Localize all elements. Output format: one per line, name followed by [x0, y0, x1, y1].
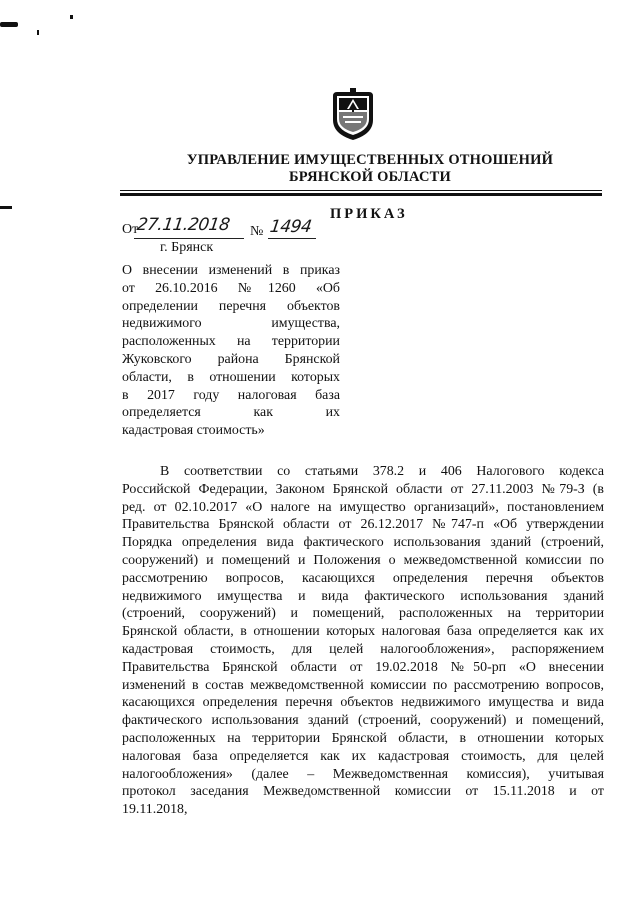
body-line: сооружений) и помещений и Положения о межведомственной комиссии по [122, 552, 604, 568]
subject-line: определяется как их [122, 405, 340, 421]
body-line: (строений, сооружений) и помещений, расположенных на территории [122, 606, 604, 622]
body-line: недвижимого имущества и вида фактического использования зданий [122, 588, 604, 604]
subject-line: расположенных на территории [122, 334, 340, 350]
body-line: Правительства Брянской области от 19.02.2018 №50-рп «О внесении [122, 659, 604, 675]
header-divider [120, 190, 602, 191]
body-line: В соответствии со статьями 378.2 и 406 Налогового кодекса [160, 464, 604, 479]
subject-line: кадастровая стоимость» [122, 423, 265, 439]
coat-of-arms-icon [329, 88, 377, 142]
body-line: 19.11.2018, [122, 802, 188, 818]
body-line: Правительства Брянской области от 26.12.2017 №747-п «Об утверждении [122, 517, 604, 533]
subject-line: Жуковского района Брянской [122, 351, 340, 367]
subject-line: области, в отношении которых [122, 369, 340, 385]
scan-mark [70, 15, 73, 19]
body-line: Порядка определения вида фактического использования зданий (строений, [122, 535, 604, 551]
city: г. Брянск [160, 240, 214, 255]
date-underline [134, 238, 244, 239]
document-body [122, 463, 604, 819]
body-line: рассмотрению вопросов, касающихся определения перечня объектов [122, 570, 604, 586]
subject-line: в 2017 году налоговая база [122, 387, 340, 403]
body-line: Российской Федерации, Законом Брянской области от 27.11.2003 №79-З (в [122, 481, 604, 497]
number-label: № [250, 224, 264, 239]
subject-line: недвижимого имущества, [122, 316, 340, 332]
number-underline [268, 238, 316, 239]
body-line: расположенных на территории Брянской области, в отношении которых [122, 730, 604, 746]
body-line: фактического использования зданий (строений, сооружений) и помещений, [122, 713, 604, 729]
subject-line: определении перечня объектов [122, 298, 340, 314]
body-line: налоговая база определяется как их кадастровая стоимость, для целей [122, 748, 604, 764]
body-line: Брянской области, в отношении которых налоговая база определяется как их [122, 624, 604, 640]
scan-mark [0, 22, 18, 27]
body-line: ред. от 02.10.2017 «О налоге на имущество организаций», постановлением [122, 499, 604, 515]
number-value: 1494 [268, 217, 313, 237]
scan-mark [37, 30, 39, 35]
document-subject [122, 262, 340, 440]
organization-name-line2: БРЯНСКОЙ ОБЛАСТИ [289, 169, 451, 185]
date-label: От [122, 222, 139, 237]
header-divider-thick [120, 193, 602, 196]
body-line: протокол заседания Межведомственной комиссии от 15.11.2018 и от [122, 784, 604, 800]
body-line: кадастровая стоимость, для целей налогообложения», распоряжением [122, 641, 604, 657]
subject-line: от 26.10.2016 №1260 «Об [122, 280, 340, 296]
document-type: ПРИКАЗ [330, 206, 408, 222]
body-line: налогообложения» (далее – Межведомственная комиссия), учитывая [122, 766, 604, 782]
organization-name-line1: УПРАВЛЕНИЕ ИМУЩЕСТВЕННЫХ ОТНОШЕНИЙ [186, 152, 554, 168]
date-value: 27.11.2018 [135, 215, 231, 235]
body-line: изменений в состав межведомственной комиссии по рассмотрению вопросов, [122, 677, 604, 693]
subject-line: О внесении изменений в приказ [122, 263, 340, 278]
body-line: касающихся определения перечня объектов недвижимого имущества и вида [122, 695, 604, 711]
scan-mark [0, 206, 12, 209]
